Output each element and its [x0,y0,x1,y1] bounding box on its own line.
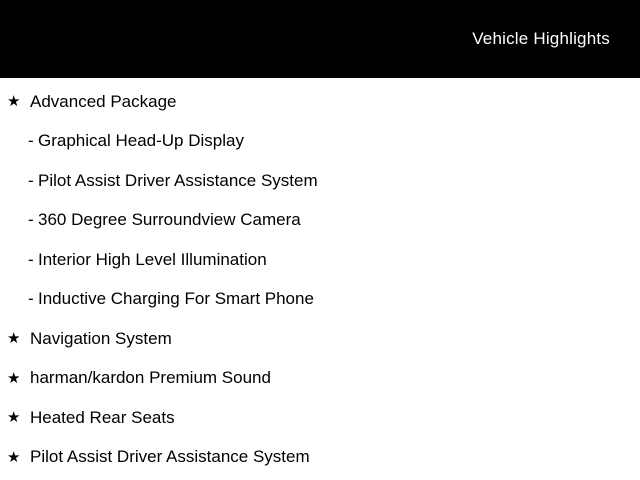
sub-feature-item [0,280,640,320]
feature-label: Interior High Level Illumination [38,249,267,269]
feature-item [0,438,640,478]
dash-icon: - [28,249,34,269]
feature-item [0,82,640,122]
header-bar [0,0,640,78]
feature-item [0,359,640,399]
sub-feature-item [0,122,640,162]
feature-label: Inductive Charging For Smart Phone [38,289,314,309]
sub-feature-item [0,240,640,280]
star-icon: ★ [7,448,21,466]
star-icon: ★ [7,330,21,348]
star-icon: ★ [7,93,21,111]
star-icon: ★ [7,409,21,427]
feature-label: harman/kardon Premium Sound [30,368,271,388]
dash-icon: - [28,289,34,309]
sub-feature-item [0,161,640,201]
sub-feature-item [0,201,640,241]
feature-label: Graphical Head-Up Display [38,131,244,151]
dash-icon: - [28,131,34,151]
feature-item [0,319,640,359]
dash-icon: - [28,170,34,190]
feature-label: Navigation System [30,328,172,348]
page-title: Vehicle Highlights [472,29,610,48]
feature-label: Pilot Assist Driver Assistance System [30,447,310,467]
highlights-list [0,78,640,477]
feature-label: Advanced Package [30,91,177,111]
feature-label: Heated Rear Seats [30,407,175,427]
feature-label: Pilot Assist Driver Assistance System [38,170,318,190]
star-icon: ★ [7,369,21,387]
feature-label: 360 Degree Surroundview Camera [38,210,301,230]
feature-item [0,398,640,438]
dash-icon: - [28,210,34,230]
